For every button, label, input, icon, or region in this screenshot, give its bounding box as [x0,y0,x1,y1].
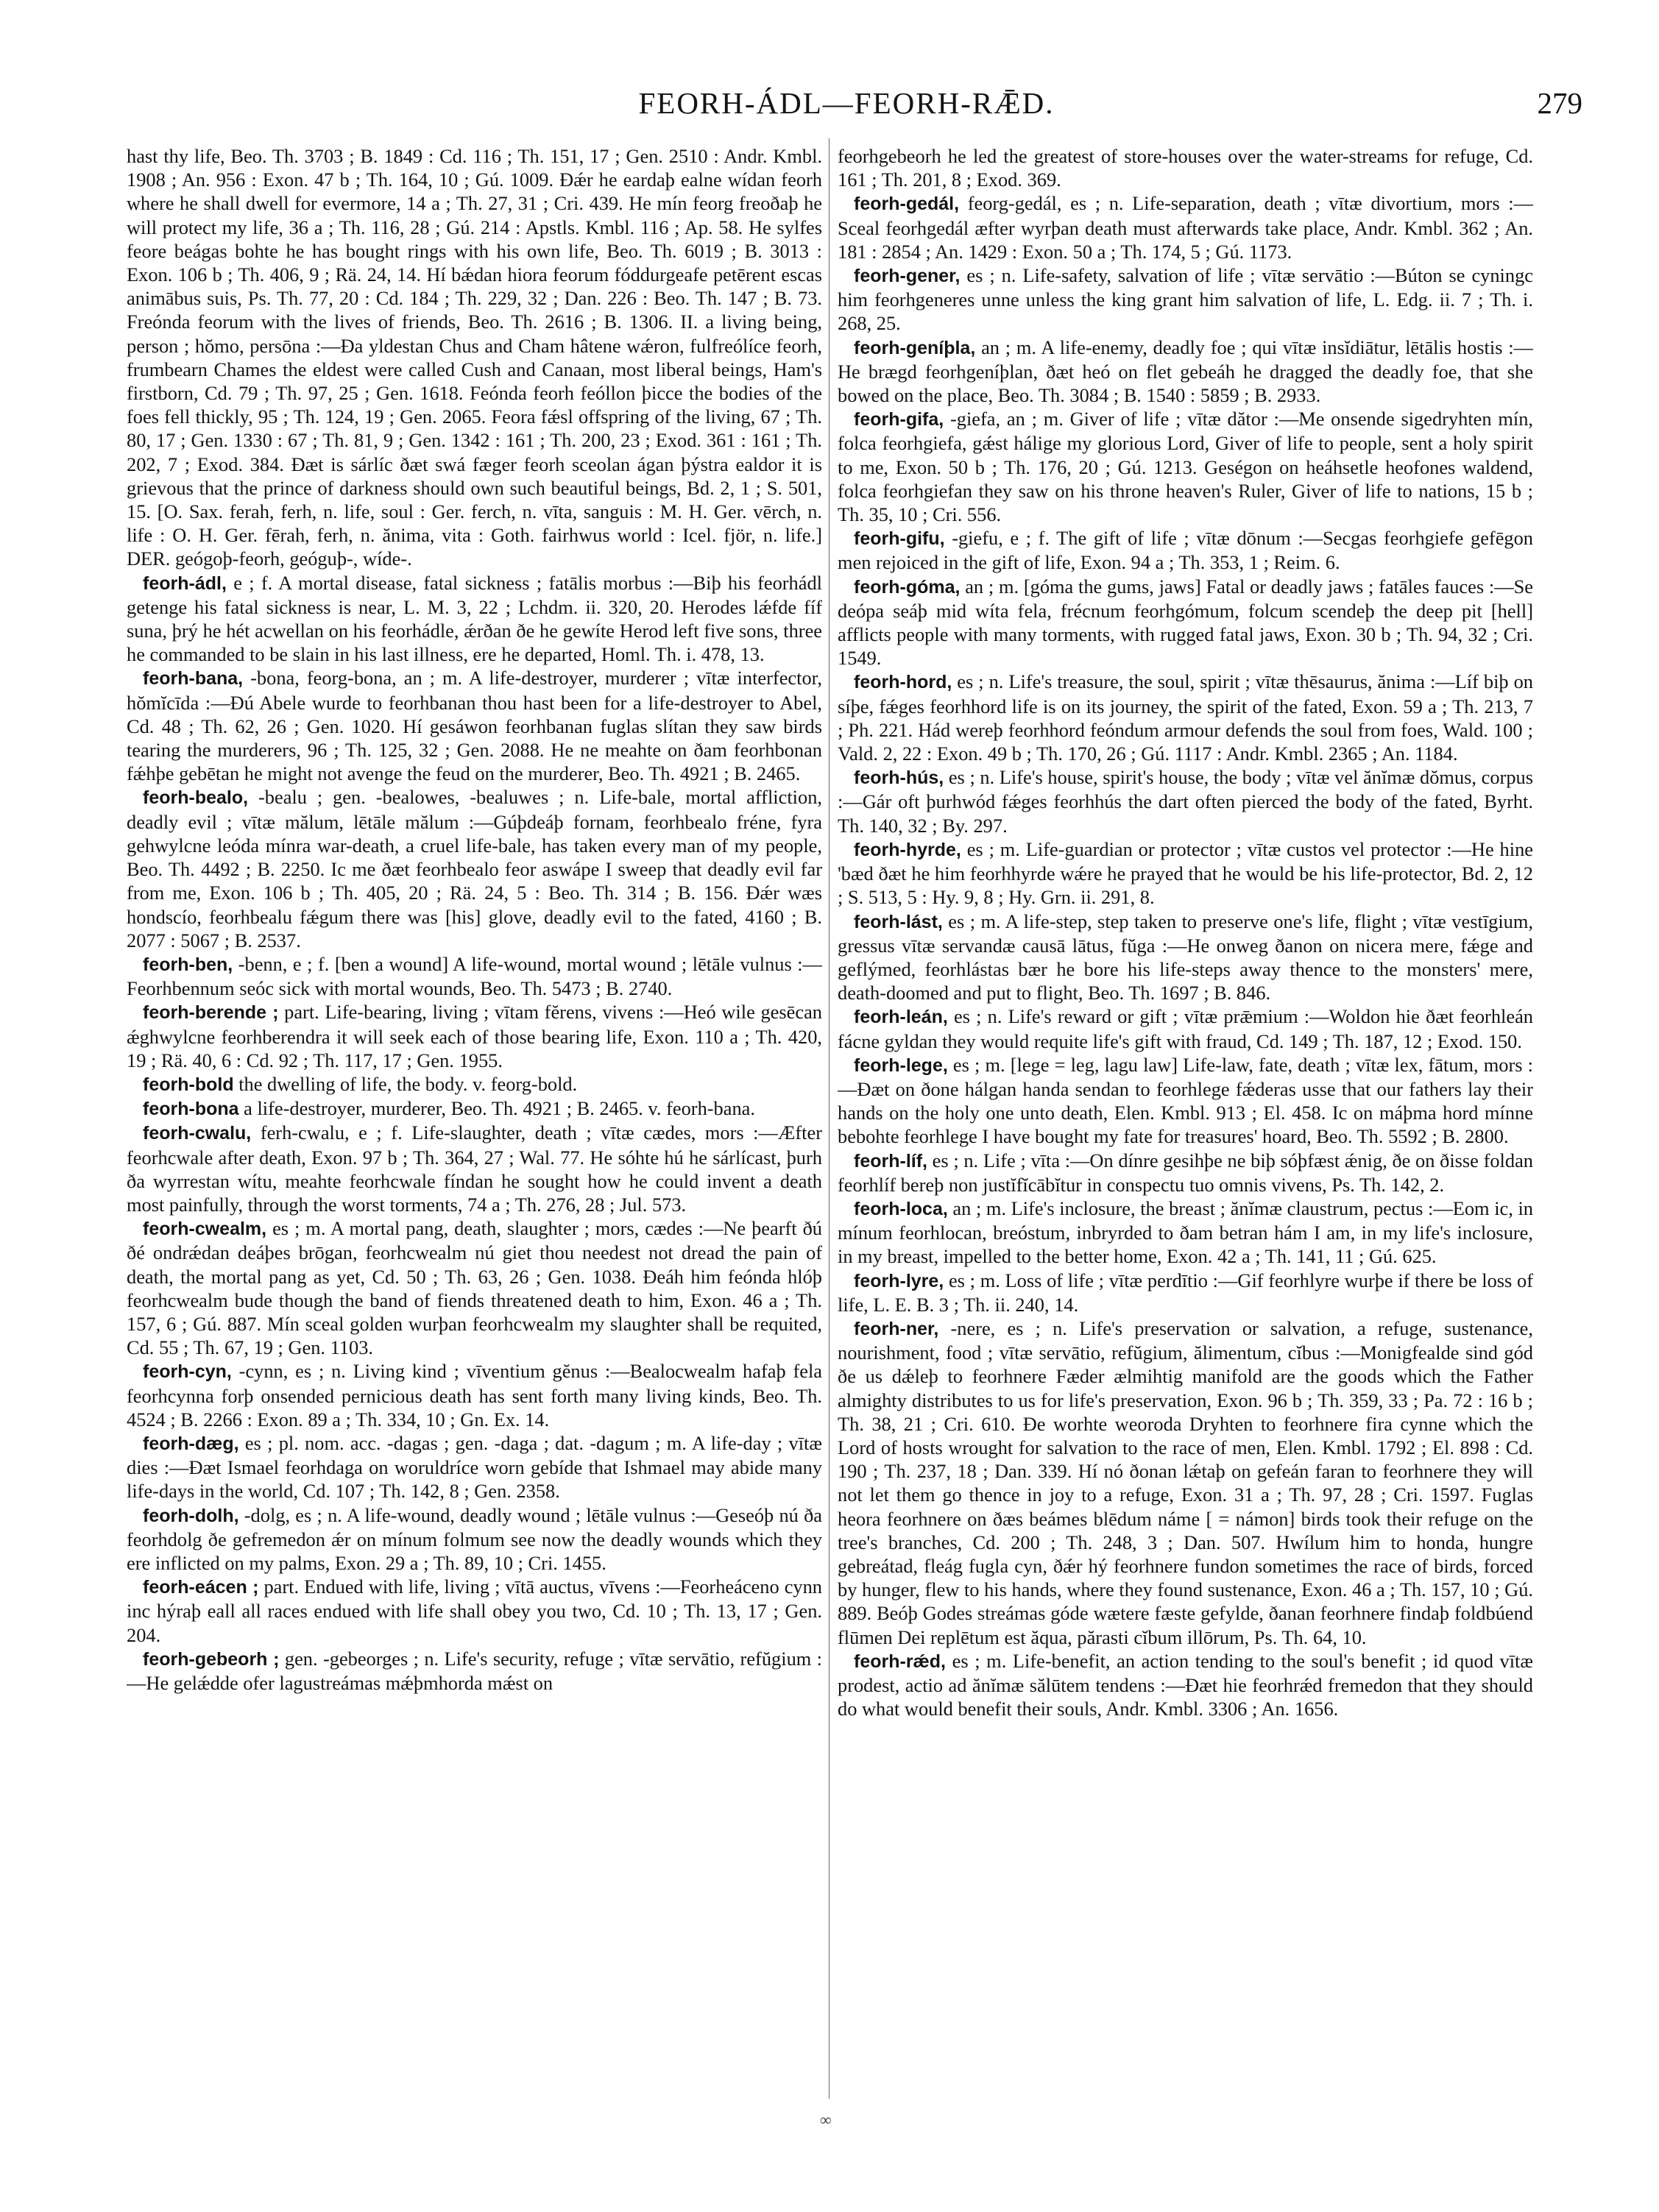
dictionary-entry [838,1316,1533,1649]
dictionary-entry [127,785,822,951]
dictionary-entry [838,1149,1533,1197]
dictionary-entry [127,1216,822,1359]
dictionary-entry [127,1431,822,1503]
entry-definition: a life-destroyer, murderer, Beo. Th. 4921 ; B. 2465. v. feorh-bana. [238,1097,755,1120]
entry-definition: es ; n. Life's reward or gift ; vītæ prǣmium :—Woldon hie ðæt feorhleán fácne gyldan they would requite life's gift with fraud, Cd. 149 ; Th. 187, 12 ; Exod. 150. [838,1005,1533,1052]
dictionary-entry [127,1359,822,1431]
dictionary-entry [127,1575,822,1647]
entry-headword: feorh-líf, [854,1150,927,1171]
entry-headword: feorh-hyrde, [854,839,961,860]
entry-headword: feorh-eácen ; [143,1577,259,1598]
entry-headword: feorh-ner, [854,1318,939,1339]
entry-headword: feorh-cyn, [143,1361,232,1383]
dictionary-entry [838,910,1533,1005]
dictionary-entry [838,1053,1533,1149]
entry-headword: feorh-lást, [854,911,943,932]
column-divider [829,138,830,2099]
entry-headword: feorh-cwalu, [143,1123,252,1144]
left-column [127,144,822,2116]
left-entry-list [127,571,822,1695]
entry-definition: -bealu ; gen. -bealowes, -bealuwes ; n. Life-bale, mortal affliction, deadly evil ; vītæ mălum, lētāle mălum :—Gúþdeáþ fornam, feorhbealo fréne, fyra gehwylcne leóda mínra war-death, a cruel life-bale, has taken every man of my people, Beo. Th. 4492 ; B. 2250. Ic me ðæt feorhbealo feor aswápe I sweep that deadly evil far from me, Exon. 106 b ; Th. 405, 20 ; Rä. 24, 5 : Beo. Th. 314 ; B. 156. Ðǽr wæs hondscío, feorhbealu fǽgum there was [his] glove, deadly evil to the fated, 4160 ; B. 2077 : 5067 ; B. 2537. [127,786,822,951]
entry-definition: part. Endued with life, living ; vītā auctus, vīvens :—Feorheáceno cynn inc hýraþ eall all races endued with life shall obey you two, Cd. 10 ; Th. 13, 17 ; Gen. 204. [127,1575,822,1646]
dictionary-entry [127,1000,822,1072]
dictionary-entry [838,670,1533,765]
entry-definition: es ; m. A life-step, step taken to preserve one's life, flight ; vītæ vestīgium, gressus vītæ servandæ causā lātus, fŭga :—He onweg ðanon on nicera mere, fǽge and geflýmed, feorhlástas bær he bore his life-steps away thence to the monsters' mere, death-doomed and put to flight, Beo. Th. 1697 ; B. 846. [838,910,1533,1004]
dictionary-entry [838,837,1533,910]
entry-headword: feorh-gifa, [854,409,944,430]
entry-definition: ferh-cwalu, e ; f. Life-slaughter, death ; vītæ cædes, mors :—Æfter feorhcwale after death, Exon. 97 b ; Th. 364, 27 ; Wal. 77. He sóhte hú he sárlícast, þurh ða wyrrestan wítu, meahte feorhcwale fíndan he sought how he could invent a death most painfully, through the worst torments, 74 a ; Th. 276, 28 ; Jul. 573. [127,1121,822,1216]
entry-definition: part. Life-bearing, living ; vītam fĕrens, vivens :—Heó wile gesēcan ǽghwylcne feorhberendra it will seek each of those bearing life, Exon. 110 a ; Th. 420, 19 ; Rä. 40, 6 : Cd. 92 ; Th. 117, 17 ; Gen. 1955. [127,1001,822,1071]
dictionary-entry [127,571,822,667]
entry-definition: es ; m. A mortal pang, death, slaughter ; mors, cædes :—Ne þearft ðú ðé ondrǽdan deáþes brōgan, feorhcwealm nú giet thou needest not dread the pain of death, the mortal pang as yet, Cd. 50 ; Th. 63, 26 ; Gen. 1038. Ðeáh him feónda hlóþ feorhcwealm bude though the band of fiends threatened death to him, Exon. 46 a ; Th. 157, 6 ; Gú. 887. Mín sceal golden wurþan feorhcwealm my slaughter shall be requited, Cd. 55 ; Th. 67, 19 ; Gen. 1103. [127,1217,822,1359]
entry-definition: e ; f. A mortal disease, fatal sickness ; fatālis morbus :—Biþ his feorhádl getenge his fatal sickness is near, L. M. 3, 22 ; Lchdm. ii. 320, 20. Herodes lǽfde fíf suna, þrý he hét acwellan on his feorhádle, ǽrðan ðe he gewíte Herod left five sons, three he commanded to be slain in his last illness, ere he departed, Homl. Th. i. 478, 13. [127,571,822,666]
entry-headword: feorh-hord, [854,672,952,693]
page-header [110,82,1582,127]
entry-definition: the dwelling of life, the body. v. feorg-bold. [233,1072,578,1095]
entry-headword: feorh-dæg, [143,1433,239,1454]
right-column-lead-in: feorhgebeorh he led the greatest of store-houses over the water-streams for refuge, Cd. 161 ; Th. 201, 8 ; Exod. 369. [838,145,1533,191]
right-column [838,144,1533,2116]
dictionary-entry [127,1121,822,1216]
entry-definition: es ; m. Loss of life ; vītæ perdītio :—Gif feorhlyre wurþe if there be loss of life, L. E. B. 3 ; Th. ii. 240, 14. [838,1269,1533,1316]
entry-headword: feorh-ádl, [143,573,227,594]
entry-definition: es ; m. [lege = leg, lagu law] Life-law, fate, death ; vītæ lex, fātum, mors :—Ðæt on ðone hálgan handa sendan to feorhlege fǽderas usse that our fathers lay their hands on the holy one unto death, Elen. Kmbl. 913 ; El. 458. Ic on máþma hord mínne bebohte feorhlege I have bought my fate for treasures' hoard, Beo. Th. 5592 ; B. 2800. [838,1053,1533,1148]
entry-headword: feorh-gebeorh ; [143,1648,280,1670]
dictionary-entry [838,1004,1533,1052]
entry-definition: an ; m. A life-enemy, deadly foe ; qui vītæ insĭdiātur, lētālis hostis :—He brægd feorhgeníþlan, ðæt heó on flet gebeáh he dragged the deadly foe, that she bowed on the place, Beo. Th. 3084 ; B. 1540 : 5859 ; B. 2933. [838,336,1533,407]
entry-definition: es ; n. Life's house, spirit's house, the body ; vītæ vel ănĭmæ dŏmus, corpus :—Gár oft þurhwód fǽges feorhhús the dart often pierced the body of the fated, Byrht. Th. 140, 32 ; By. 297. [838,766,1533,837]
entry-definition: es ; n. Life's treasure, the soul, spirit ; vītæ thēsaurus, ănima :—Líf biþ on síþe, fǽges feorhhord life is on its journey, the spirit of the fated, Exon. 59 a ; Th. 213, 7 ; Ph. 221. Hád wereþ feorhhord feóndum armour defends the soul from foes, Wald. 100 ; Vald. 2, 22 : Exon. 49 b ; Th. 170, 26 ; Gú. 1117 : Andr. Kmbl. 2365 ; An. 1184. [838,670,1533,765]
entry-definition: -cynn, es ; n. Living kind ; vīventium gĕnus :—Bealocwealm hafaþ fela feorhcynna forþ onsended pernicious death has sent forth many living kinds, Beo. Th. 4524 ; B. 2266 : Exon. 89 a ; Th. 334, 10 ; Gn. Ex. 14. [127,1360,822,1431]
entry-definition: es ; m. Life-benefit, an action tending to the soul's benefit ; id quod vītæ prodest, actio ad ănĭmæ sălūtem tendens :—Ðæt hie feorhrǽd fremedon that they should do what would benefit their souls, Andr. Kmbl. 3306 ; An. 1656. [838,1649,1533,1720]
entry-headword: feorh-bona [143,1099,239,1120]
entry-definition: -nere, es ; n. Life's preservation or salvation, a refuge, sustenance, nourishment, food ; vītæ servātio, refŭgium, ălimentum, cĭbus :—Monigfealde sind gód ðe us dǽleþ to feorhnere Fæder ælmihtig manifold are the goods which the Father almighty distributes to us for life's preservation, Exon. 96 b ; Th. 359, 33 ; Pa. 72 : 16 b ; Th. 38, 21 ; Cri. 610. Ðe worhte weoroda Dryhten to feorhnere fira cynne which the Lord of hosts wrought for salvation to the race of men, Elen. Kmbl. 1792 ; El. 898 : Cd. 190 ; Th. 237, 18 ; Dan. 339. Hí nó ðonan lǽtaþ on gefeán faran to feorhnere they will not let them go thence in joy to a refuge, Exon. 31 a ; Th. 97, 28 ; Cri. 1597. Fuglas heora feorhnere on ðæs beámes blēdum náme [ = námon] birds took their refuge on the tree's branches, Cd. 200 ; Th. 248, 3 ; Dan. 507. Hwílum him to honda, hungre gebreátad, fleág fugla cyn, ðǽr hý feorhnere fundon sometimes the race of birds, forced by hunger, flew to his hands, where they found sustenance, Exon. 46 a ; Th. 157, 10 ; Gú. 889. Beóþ Godes streámas góde wætere fæste gefylde, ðanan feorhnere findaþ foldbúend flūmen Dei replētum est ăqua, părasti cĭbum illōrum, Ps. Th. 64, 10. [838,1316,1533,1648]
entry-headword: feorh-lyre, [854,1270,944,1291]
entry-headword: feorh-berende ; [143,1002,279,1024]
entry-headword: feorh-gifu, [854,528,945,550]
dictionary-entry [838,263,1533,336]
dictionary-entry [838,575,1533,670]
dictionary-entry [838,336,1533,408]
entry-definition: es ; n. Life-safety, salvation of life ; vītæ servātio :—Búton se cyningc him feorhgeneres unne unless the king grant him salvation of life, L. Edg. ii. 7 ; Th. i. 268, 25. [838,264,1533,335]
dictionary-entry [838,1197,1533,1269]
left-column-lead-in: hast thy life, Beo. Th. 3703 ; B. 1849 : Cd. 116 ; Th. 151, 17 ; Gen. 2510 : Andr. Kmbl. 1908 ; An. 956 : Exon. 47 b ; Th. 164, 10 ; Gú. 1009. Ðǽr he eardaþ ealne wídan feorh where he shall dwell for evermore, 14 a ; Th. 27, 31 ; Cri. 439. He mín feorg freoðaþ he will protect my life, 36 a ; Th. 116, 28 ; Gú. 214 : Apstls. Kmbl. 116 ; Ap. 58. He sylfes feore beágas bohte he has bought rings with his own life, Beo. Th. 6019 ; B. 3013 : Exon. 106 b ; Th. 406, 9 ; Rä. 24, 14. Hí bǽdan hiora feorum fóddurgeafe petērent escas animābus suis, Ps. Th. 77, 20 : Cd. 184 ; Th. 229, 32 ; Dan. 226 : Beo. Th. 147 ; B. 73. Freónda feorum with the lives of friends, Beo. Th. 2616 ; B. 1306. II. a living being, person ; hŏmo, persōna :—Ða yldestan Chus and Cham hâtene wǽron, fulfreólíce feorh, frumbearn Chames the eldest were called Cush and Canaan, most liberal beings, Ham's firstborn, Cd. 79 ; Th. 97, 25 ; Gen. 1618. Feónda feorh feóllon þicce the bodies of the foes fell thickly, 95 ; Th. 124, 19 ; Gen. 2065. Feora fǽsl offspring of the living, 67 ; Th. 80, 17 ; Gen. 1330 : 67 ; Th. 81, 9 ; Gen. 1342 : 161 ; Th. 200, 23 ; Exod. 361 : 161 ; Th. 202, 7 ; Exod. 384. Ðæt is sárlíc ðæt swá fæger feorh sceolan ágan þýstra ealdor it is grievous that the prince of darkness should own such beautiful beings, Bd. 2, 1 ; S. 501, 15. [O. Sax. ferah, ferh, n. life, soul : Ger. ferch, n. vīta, sanguis : M. H. Ger. vērch, n. life : O. H. Ger. fērah, ferh, n. ănima, vita : Goth. fairhwus world : Icel. fjör, n. life.] DER. geógoþ-feorh, geóguþ-, wíde-. [127,145,822,570]
dictionary-entry [127,1647,822,1695]
dictionary-entry [838,191,1533,263]
dictionary-entry [838,765,1533,837]
entry-definition: an ; m. Life's inclosure, the breast ; ănĭmæ claustrum, pectus :—Eom ic, in mínum feorhlocan, breóstum, inbryrded to ðam betran hám I am, in my life's inclosure, in my breast, impelled to the better home, Exon. 42 a ; Th. 141, 11 ; Gú. 625. [838,1197,1533,1268]
entry-headword: feorh-lege, [854,1054,948,1076]
entry-definition: an ; m. [góma the gums, jaws] Fatal or deadly jaws ; fatāles fauces :—Se deópa seáþ mid wíta fela, frécnum feorhgómum, folcum scendeþ the deep pit [hell] afflicts people with many torments, with rugged fatal jaws, Exon. 30 b ; Th. 94, 32 ; Cri. 1549. [838,575,1533,670]
entry-headword: feorh-bana, [143,668,244,690]
entry-definition: -dolg, es ; n. A life-wound, deadly wound ; lētāle vulnus :—Geseóþ nú ða feorhdolg ðe gefremedon ǽr on mínum folmum see now the deadly wounds which they ere inflicted on my palms, Exon. 29 a ; Th. 89, 10 ; Cri. 1455. [127,1503,822,1574]
entry-headword: feorh-ben, [143,954,233,975]
page-number: 279 [1537,86,1582,120]
entry-headword: feorh-bold [143,1074,234,1095]
entry-headword: feorh-gener, [854,266,961,287]
entry-headword: feorh-loca, [854,1198,948,1219]
dictionary-entry [127,1096,822,1121]
dictionary-entry [127,1503,822,1575]
entry-definition: gen. -gebeorges ; n. Life's security, refuge ; vītæ servātio, refŭgium :—He gelǽdde ofer lagustreámas mǽþmhorda mǽst on [127,1647,822,1694]
entry-definition: es ; m. Life-guardian or protector ; vītæ custos vel protector :—He hine 'bæd ðæt he him feorhhyrde wǽre he prayed that he would be his life-protector, Bd. 2, 12 ; S. 513, 5 : Hy. 9, 8 ; Hy. Grn. ii. 291, 8. [838,837,1533,909]
entry-definition: es ; pl. nom. acc. -dagas ; gen. -daga ; dat. -dagum ; m. A life-day ; vītæ dies :—Ðæt Ismael feorhdaga on woruldríce worn gebíde that Ishmael may abide many life-days in the world, Cd. 107 ; Th. 142, 8 ; Gen. 2358. [127,1431,822,1503]
dictionary-entry [838,407,1533,526]
entry-headword: feorh-dolh, [143,1505,239,1526]
dictionary-entry [127,666,822,785]
dictionary-entry [127,952,822,1000]
entry-definition: -giefa, an ; m. Giver of life ; vītæ dător :—Me onsende sigedryhten mín, folca feorhgiefa, gǽst hálige my glorious Lord, Giver of life to people, sent a holy spirit to me, Exon. 50 b ; Th. 176, 20 ; Gú. 1213. Geségon on heáhsetle heofones waldend, folca feorhgiefan they saw on his throne heaven's Ruler, Giver of life to nations, 15 b ; Th. 35, 10 ; Cri. 556. [838,408,1533,526]
running-title: FEORH-ÁDL—FEORH-RǢD. [638,86,1055,120]
signature-mark: ∞ [820,2110,832,2129]
dictionary-entry [838,1649,1533,1721]
entry-headword: feorh-góma, [854,576,961,598]
right-entry-list [838,191,1533,1720]
entry-headword: feorh-hús, [854,768,944,789]
dictionary-entry [838,526,1533,574]
entry-headword: feorh-gedál, [854,194,960,215]
entry-headword: feorh-bealo, [143,787,249,809]
entry-definition: -bona, feorg-bona, an ; m. A life-destroyer, murderer ; vītæ interfector, hŏmĭcīda :—Ðú Abele wurde to feorhbanan thou hast been for a life-destroyer to Abel, Cd. 48 ; Th. 62, 26 ; Gen. 1020. Hí gesáwon feorhbanan fuglas slítan they saw birds tearing the murderers, 96 ; Th. 125, 32 ; Gen. 2088. He ne meahte on ðam feorhbonan fǽhþe gebētan he might not avenge the feud on the murderer, Beo. Th. 4921 ; B. 2465. [127,667,822,785]
entry-headword: feorh-cwealm, [143,1219,267,1240]
entry-definition: -giefu, e ; f. The gift of life ; vītæ dōnum :—Secgas feorhgiefe gefēgon men rejoiced in the gift of life, Exon. 94 a ; Th. 353, 1 ; Reim. 6. [838,527,1533,574]
entry-definition: es ; n. Life ; vīta :—On dínre gesihþe ne biþ sóþfæst ǽnig, ðe on ðisse foldan feorhlíf bereþ non justĭfĭcābĭtur in conspectu tuo omnis vivens, Ps. Th. 142, 2. [838,1149,1533,1196]
dictionary-entry [838,1269,1533,1316]
entry-headword: feorh-geníþla, [854,337,976,358]
entry-definition: -benn, e ; f. [ben a wound] A life-wound, mortal wound ; lētāle vulnus :—Feorhbennum seóc sick with mortal wounds, Beo. Th. 5473 ; B. 2740. [127,952,822,1000]
entry-headword: feorh-rǽd, [854,1651,946,1672]
entry-headword: feorh-leán, [854,1007,948,1028]
dictionary-entry [127,1072,822,1096]
entry-definition: feorg-gedál, es ; n. Life-separation, death ; vītæ divortium, mors :—Sceal feorhgedál æfter wyrþan death must afterwards take place, Andr. Kmbl. 362 ; An. 181 : 2854 ; An. 1429 : Exon. 50 a ; Th. 174, 5 ; Gú. 1173. [838,192,1533,263]
